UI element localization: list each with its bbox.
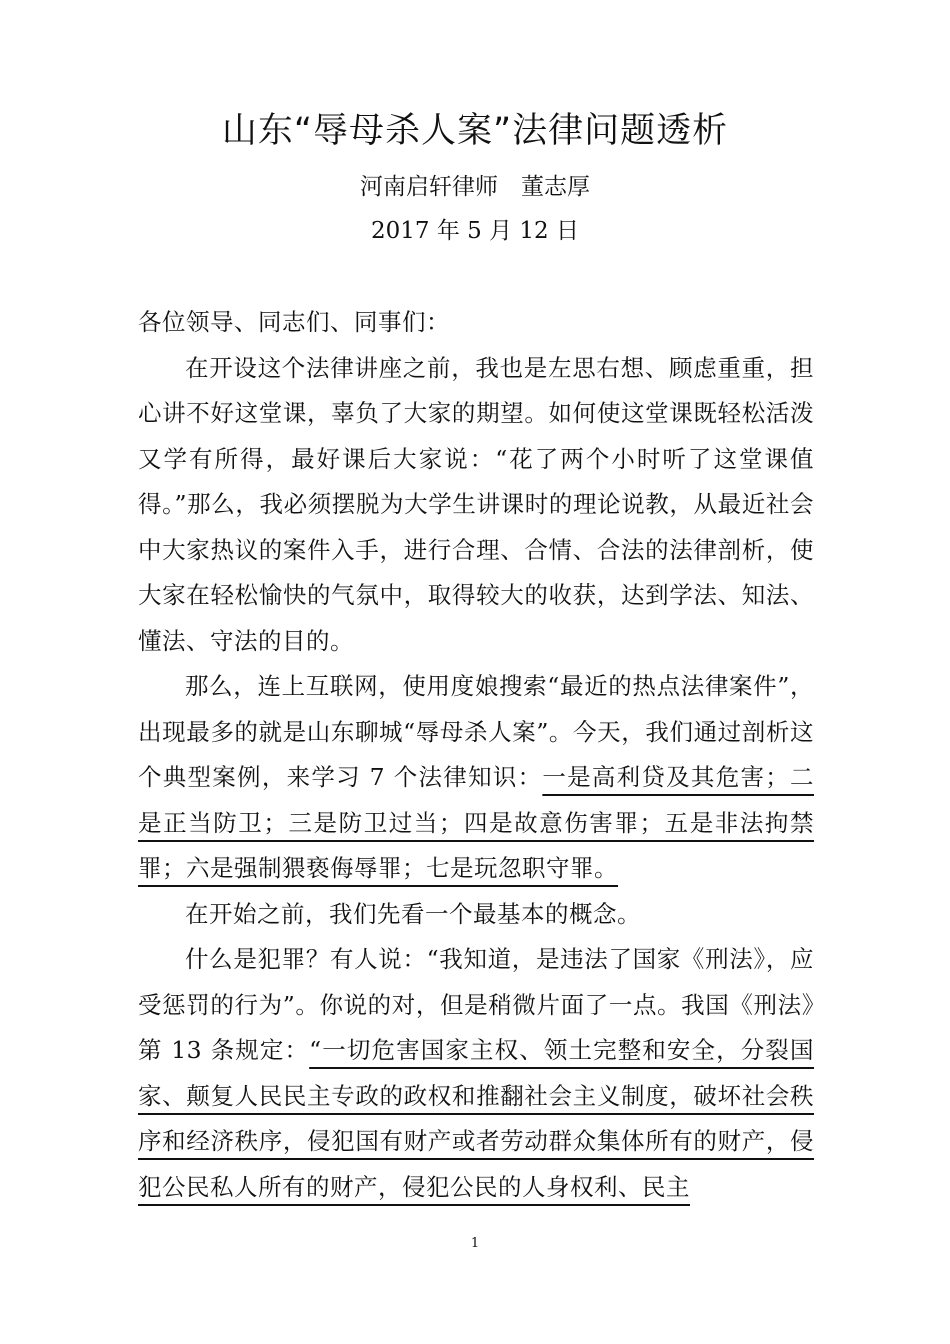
date-line: 2017 年 5 月 12 日 xyxy=(371,218,579,244)
paragraph-crime-definition xyxy=(138,937,814,1210)
document-body xyxy=(138,300,814,1210)
page-number: 1 xyxy=(470,1236,480,1251)
paragraph-intro: 在开设这个法律讲座之前，我也是左思右想、顾虑重重，担心讲不好这堂课，辜负了大家的期望。如何使这堂课既轻松活泼又学有所得，最好课后大家说：“花了两个小时听了这堂课值得。”那么，我必须摆脱为大学生讲课时的理论说教，从最近社会中大家热议的案件入手，进行合理、合情、合法的法律剖析，使大家在轻松愉快的气氛中，取得较大的收获，达到学法、知法、懂法、守法的目的。 xyxy=(138,353,814,655)
paragraph-topics xyxy=(138,664,814,892)
paragraph-crime-lead: 什么是犯罪？有人说：“我知道，是违法了国家《刑法》，应受惩罚的行为”。你说的对，但是稍微片面了一点。我国《刑法》第 13 条规定： xyxy=(138,945,814,1064)
salutation: 各位领导、同志们、同事们： xyxy=(138,308,450,336)
criminal-law-quote-underlined: “一切危害国家主权、领土完整和安全，分裂国家、颠复人民民主专政的政权和推翻社会主义制度，破坏社会秩序和经济秩序，侵犯国有财产或者劳动群众集体所有的财产，侵犯公民私人所有的财产，侵犯公民的人身权利、民主 xyxy=(138,1036,815,1201)
paragraph-topics-lead: 那么，连上互联网，使用度娘搜索“最近的热点法律案件”，出现最多的就是山东聊城“辱母杀人案”。今天，我们通过剖析这个典型案例，来学习 7 个法律知识： xyxy=(138,672,814,791)
topics-list-underlined: 一是高利贷及其危害；二是正当防卫；三是防卫过当；四是故意伤害罪；五是非法拘禁罪；六是强制猥亵侮辱罪；七是玩忽职守罪。 xyxy=(138,763,814,882)
document-title: 山东“辱母杀人案”法律问题透析 xyxy=(221,111,729,151)
author-line: 河南启轩律师 董志厚 xyxy=(360,174,590,200)
paragraph-transition: 在开始之前，我们先看一个最基本的概念。 xyxy=(185,899,641,928)
